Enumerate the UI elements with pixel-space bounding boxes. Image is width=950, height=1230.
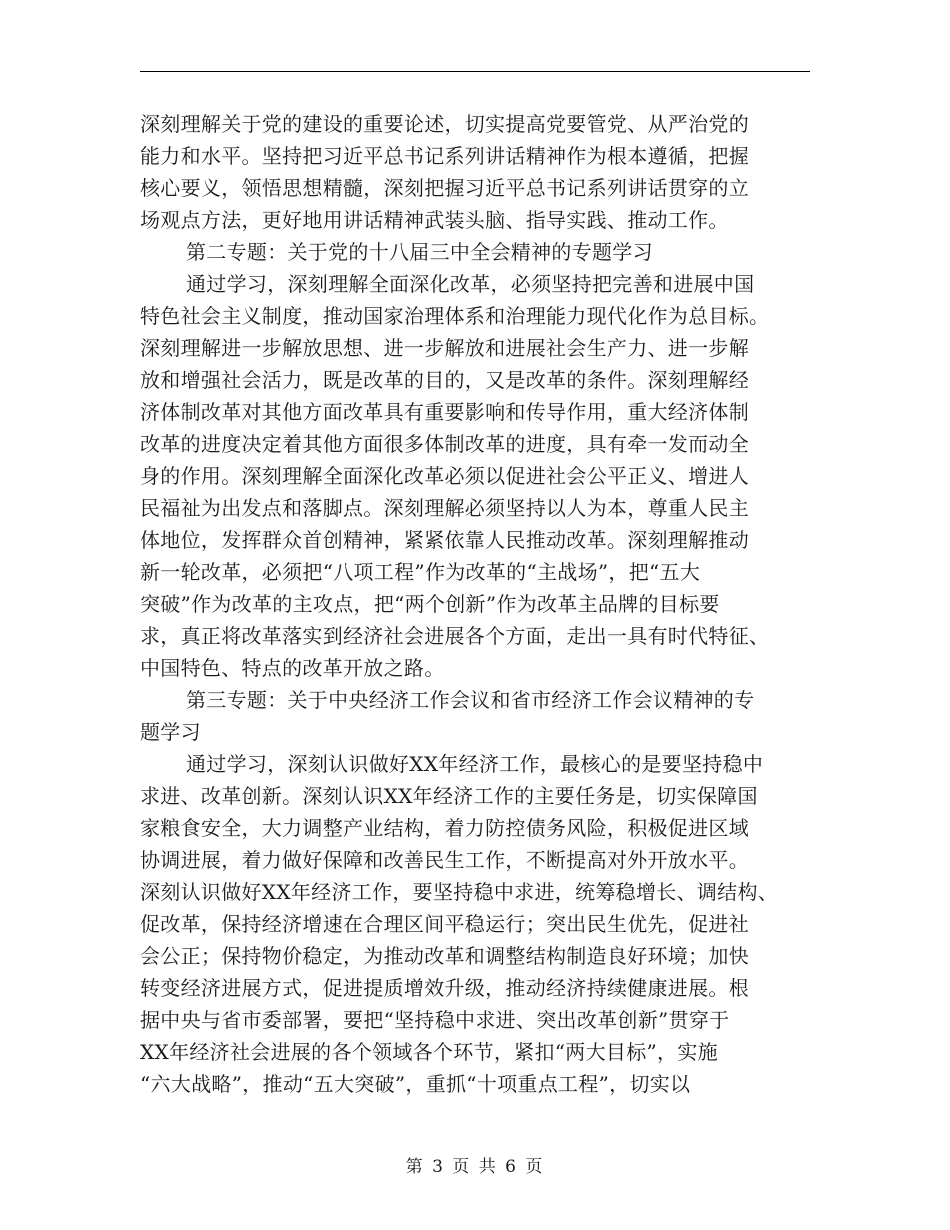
text-line: XX年经济社会进展的各个领域各个环节，紧扣“两大目标”，实施 xyxy=(140,1040,718,1064)
text-line: 促改革，保持经济增速在合理区间平稳运行；突出民生优先，促进社 xyxy=(140,912,749,936)
text-line: 突破”作为改革的主攻点，把“两个创新”作为改革主品牌的目标要 xyxy=(140,592,720,616)
text-line: 民福祉为出发点和落脚点。深刻理解必须坚持以人为本，尊重人民主 xyxy=(140,496,749,520)
text-line: 深刻理解进一步解放思想、进一步解放和进展社会生产力、进一步解 xyxy=(140,336,749,360)
text-line: 核心要义，领悟思想精髓，深刻把握习近平总书记系列讲话贯穿的立 xyxy=(140,176,749,200)
text-line: 求进、改革创新。深刻认识XX年经济工作的主要任务是，切实保障国 xyxy=(140,784,758,808)
text-line: 身的作用。深刻理解全面深化改革必须以促进社会公平正义、增进人 xyxy=(140,464,749,488)
text-line: 场观点方法，更好地用讲话精神武装头脑、指导实践、推动工作。 xyxy=(140,208,729,232)
text-line: 深刻理解关于党的建设的重要论述，切实提高党要管党、从严治党的 xyxy=(140,112,749,136)
text-line: 第三专题：关于中央经济工作会议和省市经济工作会议精神的专 xyxy=(186,688,755,712)
text-line: 新一轮改革，必须把“八项工程”作为改革的“主战场”，把“五大 xyxy=(140,560,701,584)
text-line: 求，真正将改革落实到经济社会进展各个方面，走出一具有时代特征、 xyxy=(140,624,770,648)
text-line: 特色社会主义制度，推动国家治理体系和治理能力现代化作为总目标。 xyxy=(140,304,770,328)
header-rule xyxy=(140,71,810,72)
text-line: 通过学习，深刻认识做好XX年经济工作，最核心的是要坚持稳中 xyxy=(186,752,764,776)
text-line: 家粮食安全，大力调整产业结构，着力防控债务风险，积极促进区域 xyxy=(140,816,749,840)
text-line: 中国特色、特点的改革开放之路。 xyxy=(140,656,445,680)
text-line: 通过学习，深刻理解全面深化改革，必须坚持把完善和进展中国 xyxy=(186,272,755,296)
text-line: 转变经济进展方式，促进提质增效升级，推动经济持续健康进展。根 xyxy=(140,976,749,1000)
text-line: 改革的进度决定着其他方面很多体制改革的进度，具有牵一发而动全 xyxy=(140,432,749,456)
text-line: 会公正；保持物价稳定，为推动改革和调整结构制造良好环境；加快 xyxy=(140,944,749,968)
text-line: 协调进展，着力做好保障和改善民生工作，不断提高对外开放水平。 xyxy=(140,848,749,872)
text-line: “六大战略”，推动“五大突破”，重抓“十项重点工程”，切实以 xyxy=(140,1072,691,1096)
text-line: 题学习 xyxy=(140,720,201,744)
page-number-footer: 第 3 页 共 6 页 xyxy=(405,1157,545,1177)
text-line: 据中央与省市委部署，要把“坚持稳中求进、突出改革创新”贯穿于 xyxy=(140,1008,730,1032)
text-line: 第二专题：关于党的十八届三中全会精神的专题学习 xyxy=(186,240,653,264)
text-line: 深刻认识做好XX年经济工作，要坚持稳中求进，统筹稳增长、调结构、 xyxy=(140,880,779,904)
text-line: 体地位，发挥群众首创精神，紧紧依靠人民推动改革。深刻理解推动 xyxy=(140,528,749,552)
text-line: 放和增强社会活力，既是改革的目的，又是改革的条件。深刻理解经 xyxy=(140,368,749,392)
text-line: 济体制改革对其他方面改革具有重要影响和传导作用，重大经济体制 xyxy=(140,400,749,424)
document-body xyxy=(140,108,815,1100)
text-line: 能力和水平。坚持把习近平总书记系列讲话精神作为根本遵循，把握 xyxy=(140,144,749,168)
